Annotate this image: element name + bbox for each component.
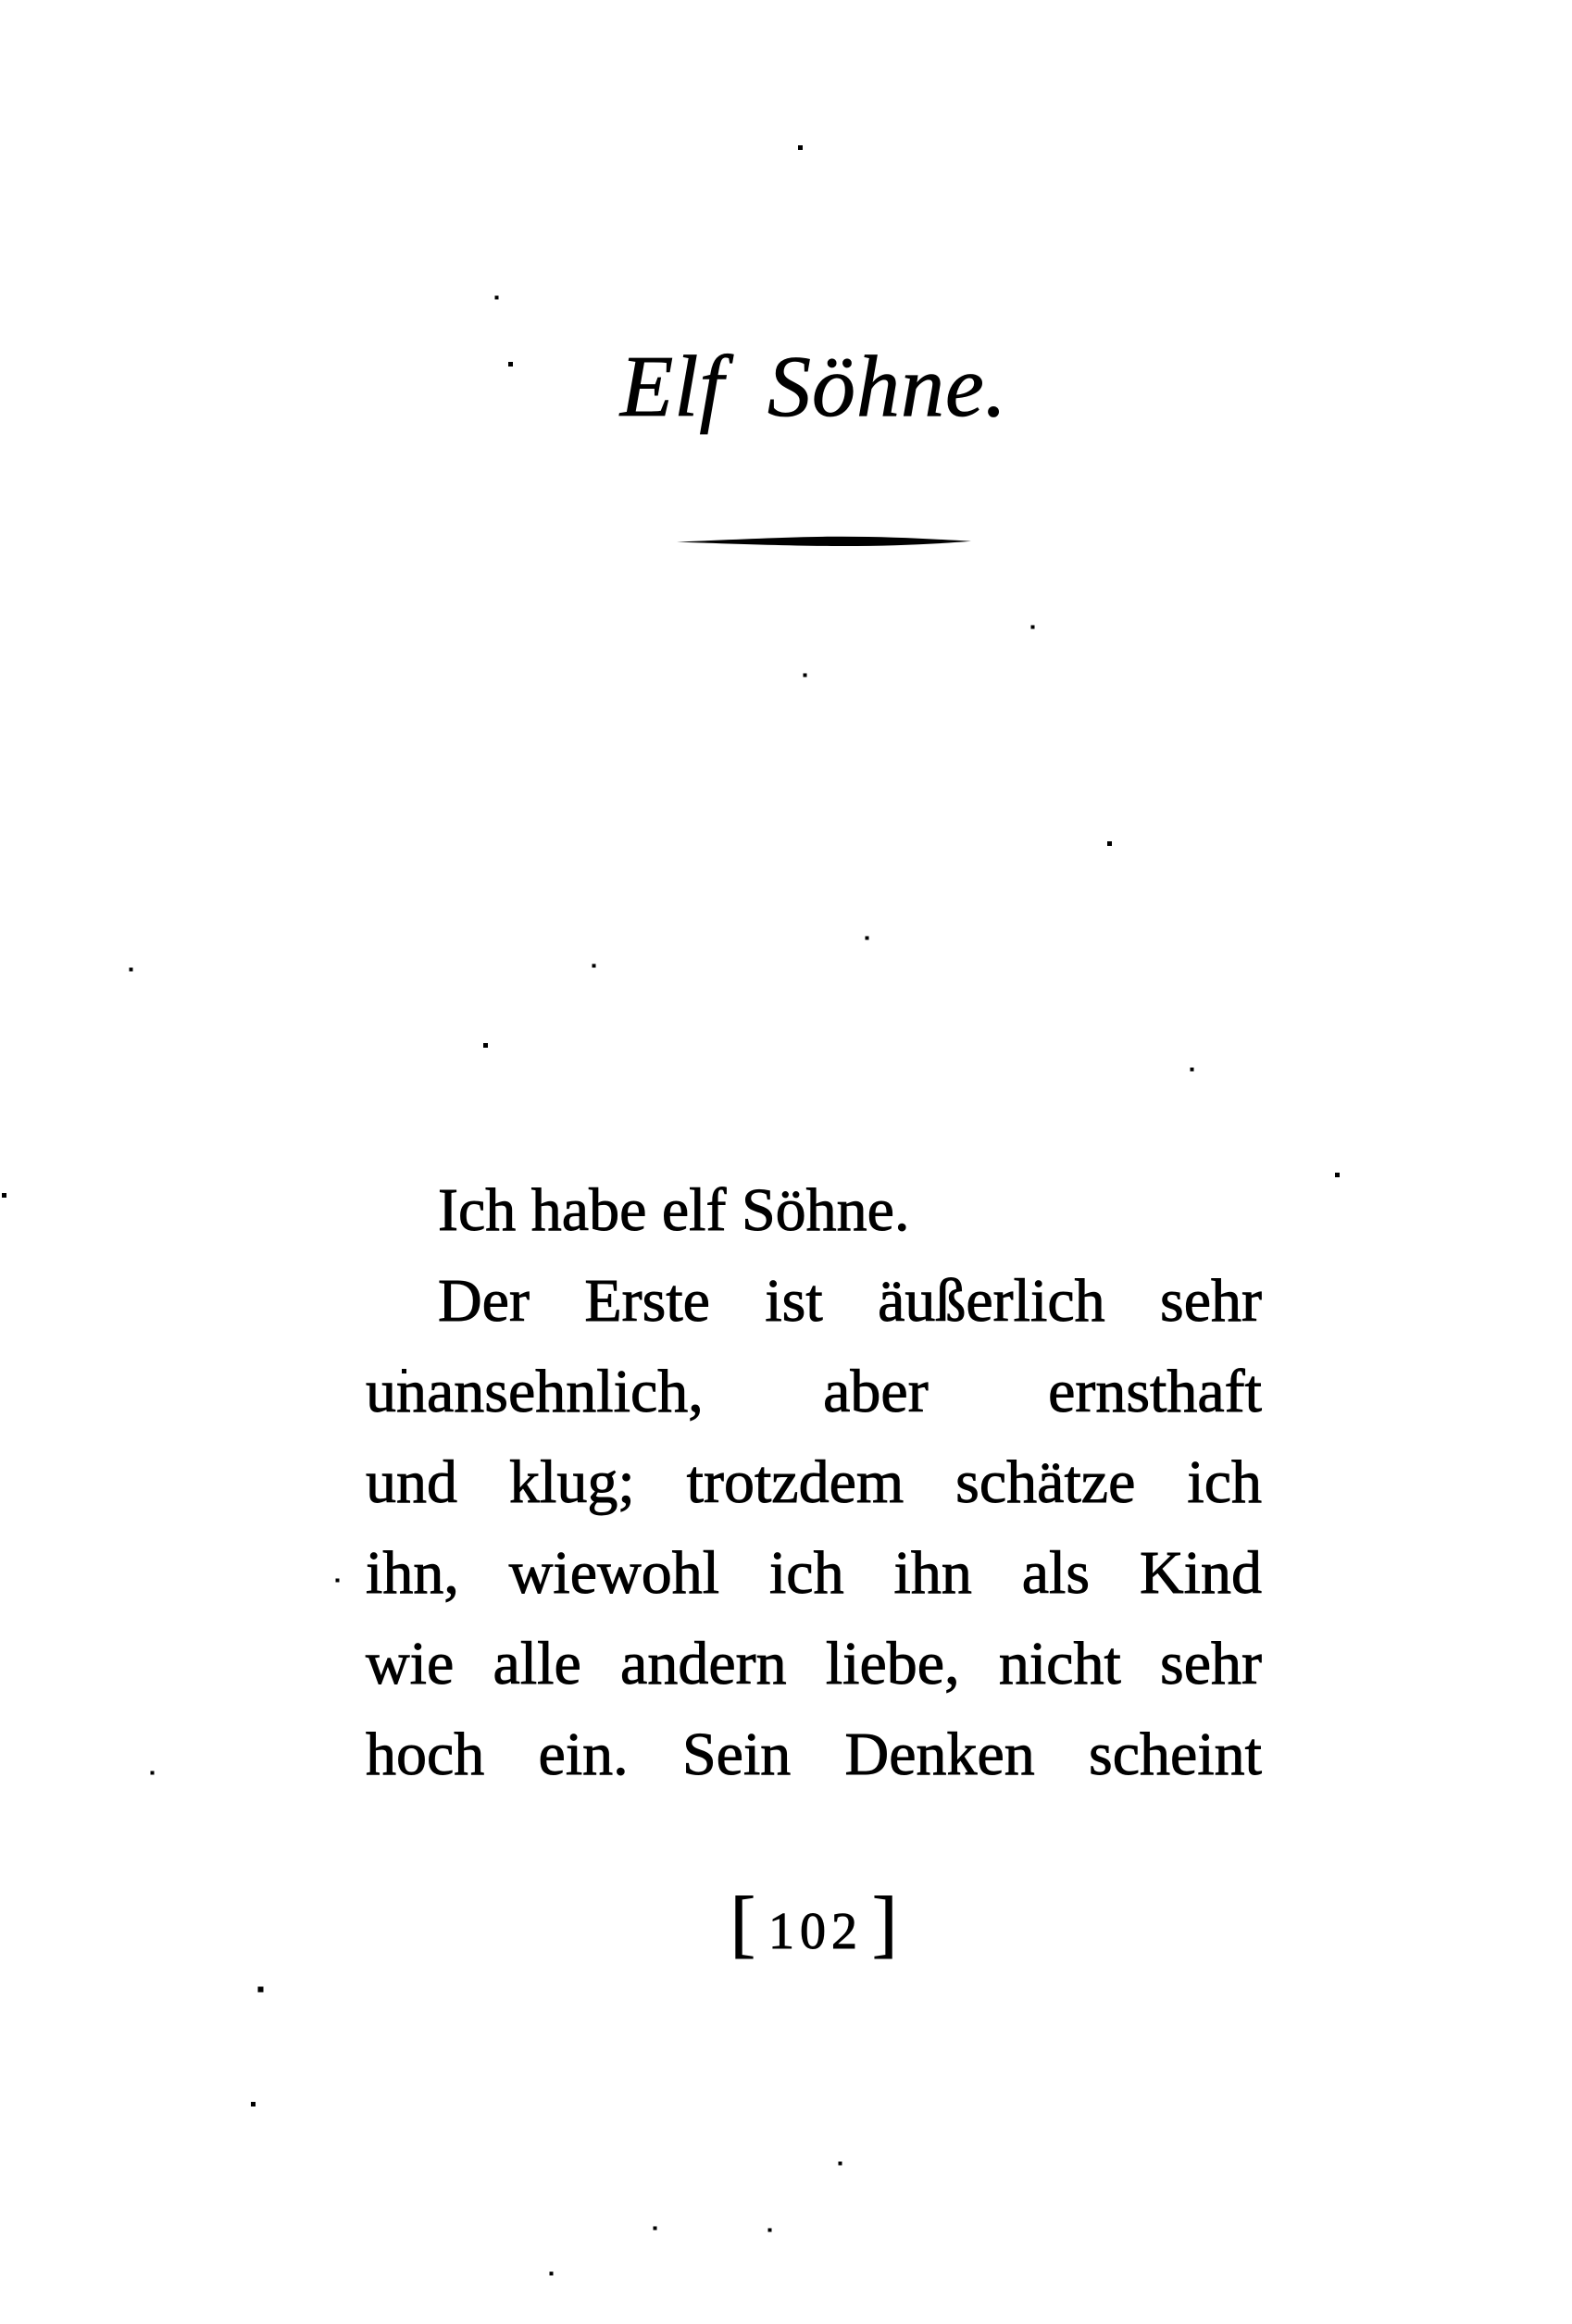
ornamental-rule-divider [676,534,972,549]
page-title: Elf Söhne. [619,339,1008,435]
page-number-digits: 102 [768,1903,863,1960]
page-number-bracket-left: [ [730,1881,755,1965]
body-text [366,1165,1262,1800]
text-line: Ich habe elf Söhne. [438,1176,910,1244]
text-line: wie alle andern liebe, nicht sehr [366,1630,1262,1697]
page-number [366,1881,1262,1970]
text-line: unansehnlich, aber ernsthaft [366,1358,1262,1425]
text-line: Der Erste ist äußerlich sehr [438,1267,1262,1335]
page-number-bracket-right: ] [872,1881,898,1965]
scan-speck-artifacts [0,0,3,3]
text-line: hoch ein. Sein Denken scheint [366,1721,1262,1788]
text-line: ihn, wiewohl ich ihn als Kind [366,1539,1262,1607]
text-line: und klug; trotzdem schätze ich [366,1448,1262,1516]
